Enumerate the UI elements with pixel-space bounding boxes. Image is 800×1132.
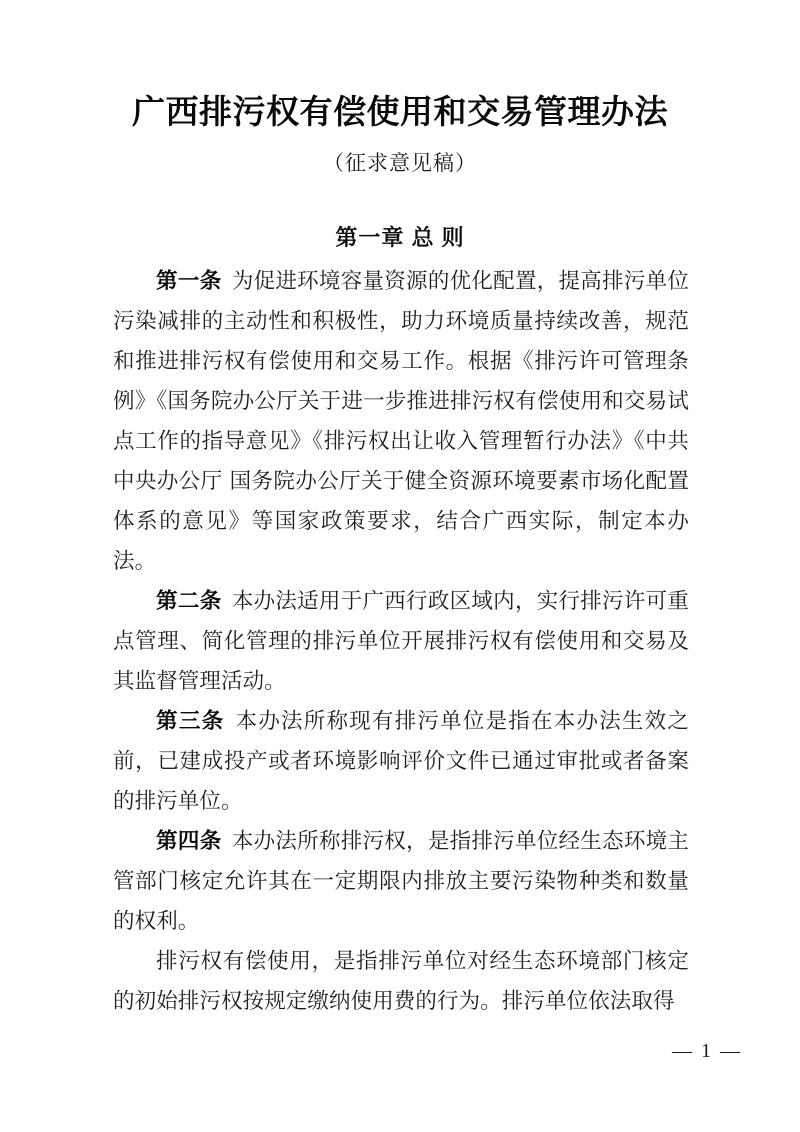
document-title: 广西排污权有偿使用和交易管理办法 — [132, 95, 668, 131]
article-number: 第二条 — [156, 589, 222, 614]
article-text: 本办法所称现有排污单位是指在本办法生效之前，已建成投产或者环境影响评价文件已通过审批或者备案的排污单位。 — [113, 709, 689, 814]
document-body — [113, 262, 689, 1022]
article-text: 本办法适用于广西行政区域内，实行排污许可重点管理、简化管理的排污单位开展排污权有偿使用和交易及其监督管理活动。 — [113, 589, 689, 694]
article-paragraph — [113, 702, 689, 822]
body-paragraph: 排污权有偿使用，是指排污单位对经生态环境部门核定的初始排污权按规定缴纳使用费的行为。排污单位依法取得 — [113, 949, 689, 1014]
article-text: 为促进环境容量资源的优化配置，提高排污单位污染减排的主动性和积极性，助力环境质量持续改善，规范和推进排污权有偿使用和交易工作。根据《排污许可管理条例》《国务院办公厅关于进一步推进排污权有偿使用和交易试点工作的指导意见》《排污权出让收入管理暂行办法》《中共中央办公厅 国务院办公厅关于健全资源环境要素市场化配置体系的意见》等国家政策要求，结合广西实际，制定本办法。 — [113, 269, 689, 574]
document-subtitle: （征求意见稿） — [323, 151, 477, 175]
article-number: 第四条 — [156, 829, 222, 854]
article-text: 本办法所称排污权，是指排污单位经生态环境主管部门核定允许其在一定期限内排放主要污染物种类和数量的权利。 — [113, 829, 689, 934]
article-paragraph — [113, 582, 689, 702]
article-number: 第三条 — [156, 709, 225, 734]
article-number: 第一条 — [156, 269, 222, 294]
article-paragraph — [113, 262, 689, 582]
chapter-heading: 第一章 总 则 — [335, 225, 465, 250]
article-paragraph — [113, 822, 689, 942]
page-number: — 1 — — [672, 1040, 742, 1062]
